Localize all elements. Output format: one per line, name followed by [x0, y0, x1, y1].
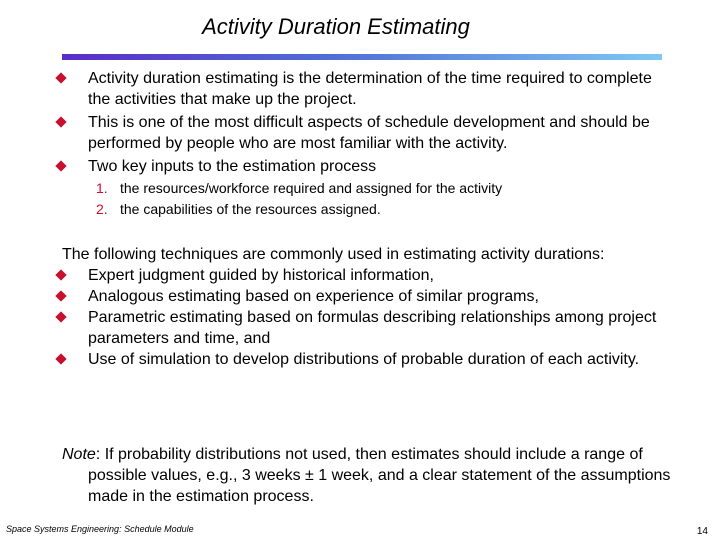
list-item	[62, 349, 672, 370]
note-paragraph	[62, 444, 672, 507]
list-item	[52, 68, 662, 110]
note-label: Note	[62, 446, 96, 463]
item-text: the resources/workforce required and assigned for the activity	[120, 180, 503, 196]
technique-text: Use of simulation to develop distributions of probable duration of each activity.	[88, 351, 640, 368]
technique-text: Analogous estimating based on experience of similar programs,	[88, 288, 539, 305]
key-points-list	[52, 68, 662, 177]
footer-source: Space Systems Engineering: Schedule Module	[6, 524, 194, 534]
slide-title: Activity Duration Estimating	[202, 14, 470, 39]
list-item	[62, 265, 672, 286]
technique-text: Expert judgment guided by historical information,	[88, 267, 434, 284]
bullet-text: Two key inputs to the estimation process	[88, 158, 377, 175]
list-item	[62, 307, 672, 349]
bullet-text: This is one of the most difficult aspects of schedule development and should be performed by people who are most familiar with the activity.	[88, 114, 650, 152]
list-item	[52, 112, 662, 154]
inputs-numbered-list	[96, 178, 656, 220]
note-text: : If probability distributions not used, then estimates should include a range of possible values, e.g., 3 weeks ± 1 week, and a clear statement of the assumptions made in the estimation process.	[88, 446, 671, 505]
diamond-bullet-icon	[55, 116, 66, 127]
bullet-text: Activity duration estimating is the determination of the time required to complete the activities that make up the project.	[88, 70, 652, 108]
diamond-bullet-icon	[55, 353, 66, 364]
techniques-intro: The following techniques are commonly used in estimating activity durations:	[62, 246, 605, 263]
list-item	[62, 286, 672, 307]
technique-text: Parametric estimating based on formulas describing relationships among project parameters and time, and	[88, 309, 657, 347]
item-number: 2.	[96, 201, 108, 217]
page-number: 14	[696, 526, 708, 537]
list-item	[96, 199, 656, 220]
diamond-bullet-icon	[55, 160, 66, 171]
diamond-bullet-icon	[55, 72, 66, 83]
note-section	[62, 444, 672, 507]
item-number: 1.	[96, 180, 108, 196]
diamond-bullet-icon	[55, 269, 66, 280]
item-text: the capabilities of the resources assigned.	[120, 201, 381, 217]
diamond-bullet-icon	[55, 290, 66, 301]
list-item	[96, 178, 656, 199]
title-underline-bar	[62, 54, 662, 60]
list-item	[52, 156, 662, 177]
techniques-section	[62, 244, 672, 370]
diamond-bullet-icon	[55, 311, 66, 322]
techniques-list	[62, 265, 672, 370]
